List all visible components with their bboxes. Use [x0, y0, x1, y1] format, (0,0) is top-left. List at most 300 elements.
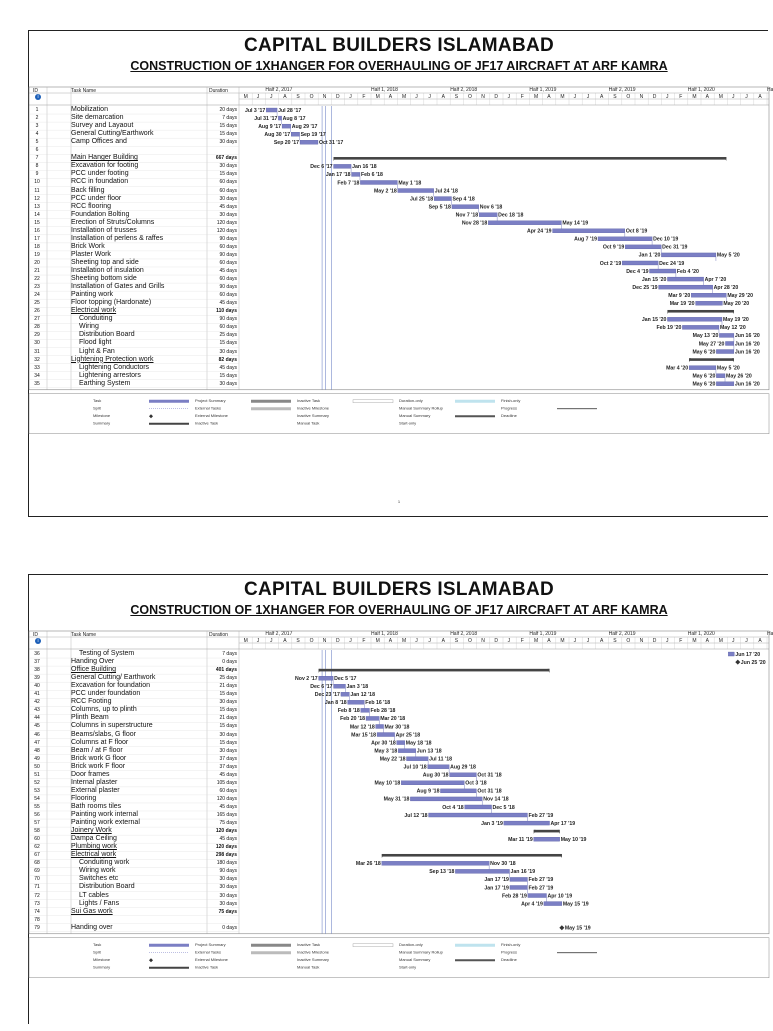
- task-duration: 45 days: [219, 836, 237, 843]
- task-name: Painting work external: [71, 819, 140, 827]
- task-id: 58: [34, 828, 40, 835]
- timescale-month-label: F: [520, 638, 524, 644]
- table-row[interactable]: [29, 283, 769, 291]
- table-row[interactable]: [29, 835, 769, 843]
- legend-label: Summary: [93, 420, 111, 426]
- bar-finish-label: Jul 24 '18: [434, 188, 458, 195]
- bar-start-label: Dec 4 '19: [626, 268, 649, 275]
- task-id: 69: [34, 868, 40, 875]
- bar-start-label: Dec 25 '19: [632, 284, 658, 291]
- task-name: Bath rooms tiles: [71, 802, 122, 810]
- task-id: 6: [35, 147, 39, 154]
- task-name: Excavation for footing: [71, 162, 139, 170]
- bar-start-label: Dec 6 '17: [310, 164, 333, 171]
- timescale-half-label: Half 2, 2018: [450, 631, 478, 637]
- legend-swatch: [149, 423, 189, 425]
- timescale-month-label: A: [547, 94, 551, 100]
- table-row[interactable]: [29, 235, 769, 243]
- task-id: 45: [34, 723, 40, 730]
- table-row[interactable]: [29, 875, 769, 883]
- timescale-month-label: A: [600, 638, 604, 644]
- task-duration: 60 days: [219, 787, 237, 794]
- bar-finish-label: Jan 16 '19: [510, 869, 536, 876]
- task-id: 38: [34, 667, 40, 674]
- task-duration: 30 days: [219, 348, 237, 355]
- legend-label: Project Summary: [195, 941, 226, 947]
- task-duration: 120 days: [216, 227, 237, 234]
- table-row[interactable]: [29, 731, 769, 739]
- task-name: Distribution Board: [79, 883, 135, 891]
- task-duration: 45 days: [219, 203, 237, 210]
- timescale-month-label: M: [718, 94, 723, 100]
- task-duration: 165 days: [216, 812, 237, 818]
- timescale-half-label: Half 1, 2020: [687, 87, 715, 93]
- table-row[interactable]: [29, 698, 769, 706]
- bar-start-label: Mar 19 '20: [669, 301, 695, 308]
- task-id: 32: [34, 356, 40, 363]
- bar-finish-label: May 19 '20: [722, 317, 749, 324]
- timescale-month-label: J: [270, 94, 273, 100]
- bar-start-label: Feb 8 '18: [337, 708, 360, 715]
- task-duration: 21 days: [219, 683, 237, 690]
- table-row[interactable]: [29, 307, 769, 315]
- timescale-month-label: O: [309, 638, 314, 644]
- task-id: 26: [34, 308, 40, 315]
- table-row[interactable]: [29, 219, 769, 227]
- task-id: 12: [34, 195, 40, 202]
- legend-swatch: [149, 400, 189, 403]
- bar-finish-label: Oct 8 '19: [625, 228, 648, 235]
- table-row[interactable]: [29, 739, 769, 747]
- timescale-month-label: A: [758, 94, 762, 100]
- table-row[interactable]: [29, 811, 769, 819]
- task-id: 11: [34, 187, 40, 194]
- task-name: PCC under floor: [71, 194, 122, 202]
- task-id: 7: [35, 155, 39, 162]
- task-duration: 30 days: [219, 876, 237, 883]
- task-name: Survey and Layaout: [71, 122, 134, 130]
- bar-finish-label: Apr 7 '20: [704, 276, 727, 283]
- task-id: 53: [34, 787, 40, 794]
- task-duration: 45 days: [219, 364, 237, 371]
- timescale-month-label: M: [692, 638, 697, 644]
- legend-label: Inactive Task: [297, 397, 321, 403]
- gantt-page-2: [28, 574, 773, 1024]
- task-name: External plaster: [71, 786, 120, 794]
- table-row[interactable]: [29, 706, 769, 714]
- timescale-half-label: Ha: [767, 631, 773, 637]
- timescale-month-label: J: [256, 638, 260, 644]
- table-row[interactable]: [29, 714, 769, 722]
- table-row[interactable]: [29, 803, 769, 811]
- task-id: 37: [34, 659, 40, 666]
- table-row[interactable]: [29, 892, 769, 900]
- task-id: 2: [35, 115, 39, 122]
- bar-start-label: Jan 15 '20: [641, 276, 667, 283]
- table-row[interactable]: [29, 364, 769, 372]
- table-row[interactable]: [29, 795, 769, 803]
- timescale-month-label: J: [428, 638, 431, 644]
- bar-start-label: Aug 9 '17: [258, 123, 282, 130]
- table-row[interactable]: [29, 763, 769, 771]
- table-row[interactable]: [29, 195, 769, 203]
- timescale-month-label: D: [336, 94, 340, 100]
- bar-finish-label: Oct 31 '17: [318, 140, 344, 147]
- timescale-month-label: J: [507, 94, 511, 100]
- table-row[interactable]: [29, 771, 769, 779]
- table-row[interactable]: [29, 130, 769, 138]
- task-duration: 15 days: [219, 707, 237, 714]
- task-name: Excavation for foundation: [71, 682, 150, 690]
- table-row[interactable]: [29, 924, 769, 932]
- column-task-name: Task Name: [71, 88, 97, 94]
- task-duration: 60 days: [219, 259, 237, 266]
- bar-finish-label: Mar 30 '18: [384, 724, 410, 731]
- table-row[interactable]: [29, 243, 769, 251]
- timescale-month-label: N: [639, 94, 644, 100]
- legend-label: Inactive Task: [297, 941, 321, 947]
- task-id: 57: [34, 820, 40, 827]
- table-row[interactable]: [29, 187, 769, 195]
- bar-start-label: Oct 2 '19: [599, 260, 622, 267]
- timescale-month-label: A: [705, 94, 709, 100]
- task-duration: 60 days: [219, 243, 237, 250]
- bar-start-label: Nov 2 '17: [295, 675, 318, 682]
- table-row[interactable]: [29, 178, 769, 186]
- info-indicator-icon: i: [35, 638, 41, 644]
- task-id: 24: [34, 292, 40, 299]
- table-row[interactable]: [29, 251, 769, 259]
- table-row[interactable]: [29, 787, 769, 795]
- legend-swatch: [149, 944, 189, 947]
- legend-swatch: [149, 967, 189, 969]
- bar-start-label: Feb 28 '19: [501, 893, 527, 900]
- bar-finish-label: Dec 24 '19: [659, 260, 685, 267]
- table-row[interactable]: [29, 227, 769, 235]
- task-id: 71: [34, 884, 40, 891]
- task-name: Columns in superstructure: [71, 722, 153, 730]
- timescale-month-label: J: [745, 638, 748, 644]
- task-name: Light & Fan: [79, 347, 115, 355]
- task-duration: 120 days: [215, 828, 237, 835]
- table-row[interactable]: [29, 146, 769, 154]
- task-duration: 7 days: [222, 115, 237, 122]
- project-title: CONSTRUCTION OF 1XHANGER FOR OVERHAULING OF JF17 AIRCRAFT AT ARF KAMRA: [130, 59, 668, 73]
- bar-finish-label: Dec 18 '18: [498, 212, 524, 219]
- table-row[interactable]: [29, 908, 769, 916]
- table-row[interactable]: [29, 819, 769, 827]
- timescale-month-label: F: [362, 638, 366, 644]
- timescale-month-label: O: [626, 94, 631, 100]
- bar-finish-label: Mar 20 '18: [380, 716, 406, 723]
- task-duration: 30 days: [219, 884, 237, 891]
- bar-finish-label: Aug 29 '17: [291, 123, 318, 130]
- bar-start-label: Apr 24 '19: [526, 228, 552, 235]
- table-row[interactable]: [29, 339, 769, 347]
- bar-finish-label: May 29 '20: [727, 292, 754, 299]
- timescale-month-label: F: [362, 94, 366, 100]
- table-row[interactable]: [29, 291, 769, 299]
- bar-finish-label: May 20 '20: [723, 301, 750, 308]
- bar-finish-label: Dec 10 '19: [653, 236, 679, 243]
- task-id: 3: [35, 123, 39, 130]
- timescale-month-label: O: [468, 94, 472, 100]
- timescale-month-label: J: [415, 94, 418, 100]
- table-row[interactable]: [29, 211, 769, 219]
- bar-finish-label: Jan 12 '18: [350, 692, 375, 699]
- legend-label: Inactive Summary: [297, 956, 330, 962]
- task-name: Mobilization: [71, 106, 108, 113]
- table-row[interactable]: [29, 259, 769, 267]
- table-row[interactable]: [29, 348, 769, 356]
- page-number: 1: [397, 499, 401, 504]
- table-row[interactable]: [29, 170, 769, 178]
- table-row[interactable]: [29, 323, 769, 331]
- task-id: 68: [34, 860, 40, 867]
- legend-swatch: [353, 400, 393, 403]
- timescale-month-label: F: [520, 94, 524, 100]
- table-row[interactable]: [29, 299, 769, 307]
- bar-start-label: May 3 '18: [374, 748, 398, 755]
- table-row[interactable]: [29, 114, 769, 122]
- table-row[interactable]: [29, 916, 769, 924]
- task-duration: 45 days: [219, 268, 237, 274]
- timescale-month-label: S: [454, 638, 459, 644]
- table-row[interactable]: [29, 859, 769, 867]
- table-row[interactable]: [29, 162, 769, 170]
- project-title: CONSTRUCTION OF 1XHANGER FOR OVERHAULING OF JF17 AIRCRAFT AT ARF KAMRA: [130, 603, 668, 617]
- bar-finish-label: Sep 19 '17: [300, 131, 326, 138]
- bar-finish-label: Feb 27 '19: [528, 885, 554, 892]
- timescale-month-label: D: [652, 638, 657, 644]
- table-row[interactable]: [29, 267, 769, 275]
- task-duration: 75 days: [219, 820, 237, 827]
- timescale-month-label: J: [586, 638, 590, 644]
- bar-finish-label: May 18 '18: [405, 740, 432, 747]
- task-name: Wiring: [79, 323, 99, 331]
- table-row[interactable]: [29, 755, 769, 763]
- task-name: Brick work G floor: [71, 754, 127, 762]
- bar-start-label: Jul 25 '18: [410, 196, 434, 203]
- table-row[interactable]: [29, 203, 769, 211]
- bar-start-label: Mar 15 '18: [351, 732, 377, 739]
- timescale-month-label: S: [454, 94, 459, 100]
- table-row[interactable]: [29, 779, 769, 787]
- task-name: Beams/slabs, G floor: [71, 730, 136, 738]
- task-id: 36: [34, 651, 40, 657]
- task-duration: 0 days: [222, 924, 237, 931]
- bar-start-label: May 6 '20: [692, 381, 716, 388]
- bar-start-label: Jul 10 '18: [403, 764, 427, 771]
- task-duration: 15 days: [219, 691, 237, 698]
- timescale-month-label: A: [441, 638, 445, 644]
- table-row[interactable]: [29, 867, 769, 875]
- bar-finish-label: Apr 28 '20: [713, 284, 739, 291]
- legend-label: Inactive Milestone: [297, 949, 330, 955]
- bar-finish-label: Jan 16 '18: [352, 164, 377, 171]
- table-row[interactable]: [29, 682, 769, 690]
- task-duration: 30 days: [219, 747, 237, 754]
- task-name: Sui Gas work: [71, 907, 113, 915]
- task-name: Sheeting top and side: [71, 258, 139, 266]
- task-id: 48: [34, 747, 40, 754]
- table-row[interactable]: [29, 154, 769, 162]
- bar-start-label: Jul 12 '18: [404, 812, 428, 819]
- timescale-month-label: D: [652, 94, 657, 100]
- task-id: 4: [35, 131, 39, 138]
- task-duration: 30 days: [219, 892, 237, 899]
- timescale-half-label: Half 1, 2018: [371, 87, 398, 93]
- bar-finish-label: Oct 31 '18: [477, 772, 502, 779]
- task-name: Camp Offices and: [71, 138, 127, 146]
- task-duration: 15 days: [219, 723, 237, 730]
- task-name: Electrical work: [71, 851, 117, 859]
- table-row[interactable]: [29, 106, 769, 114]
- legend-label: Project Summary: [195, 397, 226, 403]
- task-name: Plumbing work: [71, 843, 117, 851]
- legend-label: Milestone: [93, 956, 111, 962]
- task-name: General Cutting/Earthwork: [71, 130, 154, 138]
- legend-swatch: [455, 400, 495, 403]
- timescale-month-label: J: [666, 638, 669, 644]
- table-row[interactable]: [29, 138, 769, 146]
- task-duration: 0 days: [222, 659, 237, 666]
- timescale-month-label: S: [296, 94, 300, 100]
- table-row[interactable]: [29, 722, 769, 730]
- table-row[interactable]: [29, 900, 769, 908]
- legend-label: Deadline: [501, 412, 517, 418]
- table-row[interactable]: [29, 331, 769, 339]
- task-name: Switches etc: [79, 875, 119, 883]
- task-id: 43: [34, 707, 40, 714]
- task-id: 14: [34, 211, 40, 218]
- task-name: Brick Work: [71, 242, 105, 250]
- task-id: 72: [34, 892, 40, 899]
- table-row[interactable]: [29, 380, 769, 388]
- bar-finish-label: Nov 14 '18: [483, 796, 509, 803]
- task-name: Internal plaster: [71, 778, 118, 786]
- timescale-month-label: M: [375, 94, 380, 100]
- bar-finish-label: Sep 4 '18: [452, 196, 475, 203]
- legend-label: Duration-only: [399, 941, 423, 947]
- legend-label: Manual Task: [297, 964, 320, 970]
- bar-finish-label: May 10 '19: [560, 836, 587, 843]
- timescale-half-label: Half 1, 2020: [687, 631, 715, 637]
- task-id: 19: [34, 251, 40, 258]
- bar-start-label: Nov 28 '18: [461, 220, 488, 227]
- timescale-month-label: F: [679, 638, 683, 644]
- bar-start-label: Dec 23 '17: [314, 692, 340, 699]
- task-id: 27: [34, 316, 40, 323]
- task-name: Back filling: [71, 186, 105, 194]
- table-row[interactable]: [29, 843, 769, 851]
- timescale-month-label: J: [745, 94, 748, 100]
- task-name: Lights / Fans: [79, 899, 120, 907]
- timescale-month-label: A: [600, 94, 604, 100]
- timescale-month-label: M: [402, 638, 407, 644]
- bar-start-label: May 2 '18: [373, 188, 397, 195]
- table-row[interactable]: [29, 883, 769, 891]
- task-duration: 60 days: [219, 187, 237, 194]
- bar-start-label: Jan 17 '19: [484, 885, 509, 892]
- task-name: Erection of Struts/Columns: [71, 218, 155, 226]
- table-row[interactable]: [29, 674, 769, 682]
- task-id: 42: [34, 699, 40, 706]
- task-name: PCC under footing: [71, 170, 129, 178]
- task-duration: 25 days: [219, 675, 237, 682]
- task-id: 74: [34, 908, 40, 915]
- task-id: 35: [34, 380, 40, 387]
- task-id: 41: [34, 691, 40, 698]
- table-row[interactable]: [29, 658, 769, 666]
- task-duration: 15 days: [219, 372, 237, 379]
- column-task-name: Task Name: [71, 632, 97, 638]
- legend-swatch: [149, 958, 153, 962]
- bar-start-label: Apr 4 '19: [521, 901, 543, 908]
- timescale-month-label: M: [534, 94, 539, 100]
- bar-finish-label: May 15 '19: [562, 901, 589, 908]
- legend-swatch: [455, 944, 495, 947]
- table-row[interactable]: [29, 275, 769, 283]
- table-row[interactable]: [29, 356, 769, 364]
- timescale-month-label: O: [468, 638, 472, 644]
- table-row[interactable]: [29, 666, 769, 674]
- timescale-month-label: A: [705, 638, 709, 644]
- task-duration: 90 days: [219, 868, 237, 875]
- timescale-month-label: J: [349, 94, 352, 100]
- task-id: 18: [34, 243, 40, 250]
- task-name: PCC under foundation: [71, 690, 141, 698]
- task-name: RCC flooring: [71, 202, 112, 210]
- bar-finish-label: Apr 17 '19: [550, 820, 576, 827]
- timescale-month-label: N: [322, 94, 327, 100]
- table-row[interactable]: [29, 690, 769, 698]
- table-row[interactable]: [29, 851, 769, 859]
- task-name: Testing of System: [79, 650, 135, 657]
- task-name: Earthing System: [79, 379, 131, 387]
- table-row[interactable]: [29, 827, 769, 835]
- table-row[interactable]: [29, 122, 769, 130]
- task-id: 28: [34, 324, 40, 331]
- task-name: Handing Over: [71, 658, 115, 666]
- task-name: Electrical work: [71, 307, 117, 315]
- bar-start-label: May 27 '20: [698, 341, 725, 348]
- table-row[interactable]: [29, 372, 769, 380]
- bar-finish-label: Oct 3 '18: [465, 780, 487, 787]
- timescale-month-label: J: [573, 638, 577, 644]
- bar-finish-label: Jun 13 '18: [416, 748, 442, 755]
- task-duration: 110 days: [216, 308, 237, 315]
- bar-finish-label: May 5 '20: [716, 252, 740, 259]
- table-row[interactable]: [29, 650, 769, 658]
- task-id: 60: [34, 836, 40, 843]
- legend-label: Task: [93, 941, 102, 947]
- task-id: 51: [34, 771, 40, 778]
- table-row[interactable]: [29, 747, 769, 755]
- bar-finish-label: Apr 25 '18: [395, 732, 421, 739]
- timescale-month-label: A: [283, 94, 287, 100]
- task-duration: 120 days: [215, 844, 237, 851]
- bar-start-label: Oct 4 '18: [442, 804, 464, 811]
- info-indicator-icon: i: [35, 94, 41, 100]
- table-row[interactable]: [29, 315, 769, 323]
- task-id: 1: [35, 107, 39, 113]
- bar-finish-label: May 5 '20: [716, 365, 740, 372]
- task-id: 67: [34, 852, 40, 859]
- bar-start-label: Jul 31 '17: [254, 115, 278, 122]
- legend-label: Duration-only: [399, 397, 423, 403]
- timescale-half-label: Half 2, 2019: [608, 631, 636, 637]
